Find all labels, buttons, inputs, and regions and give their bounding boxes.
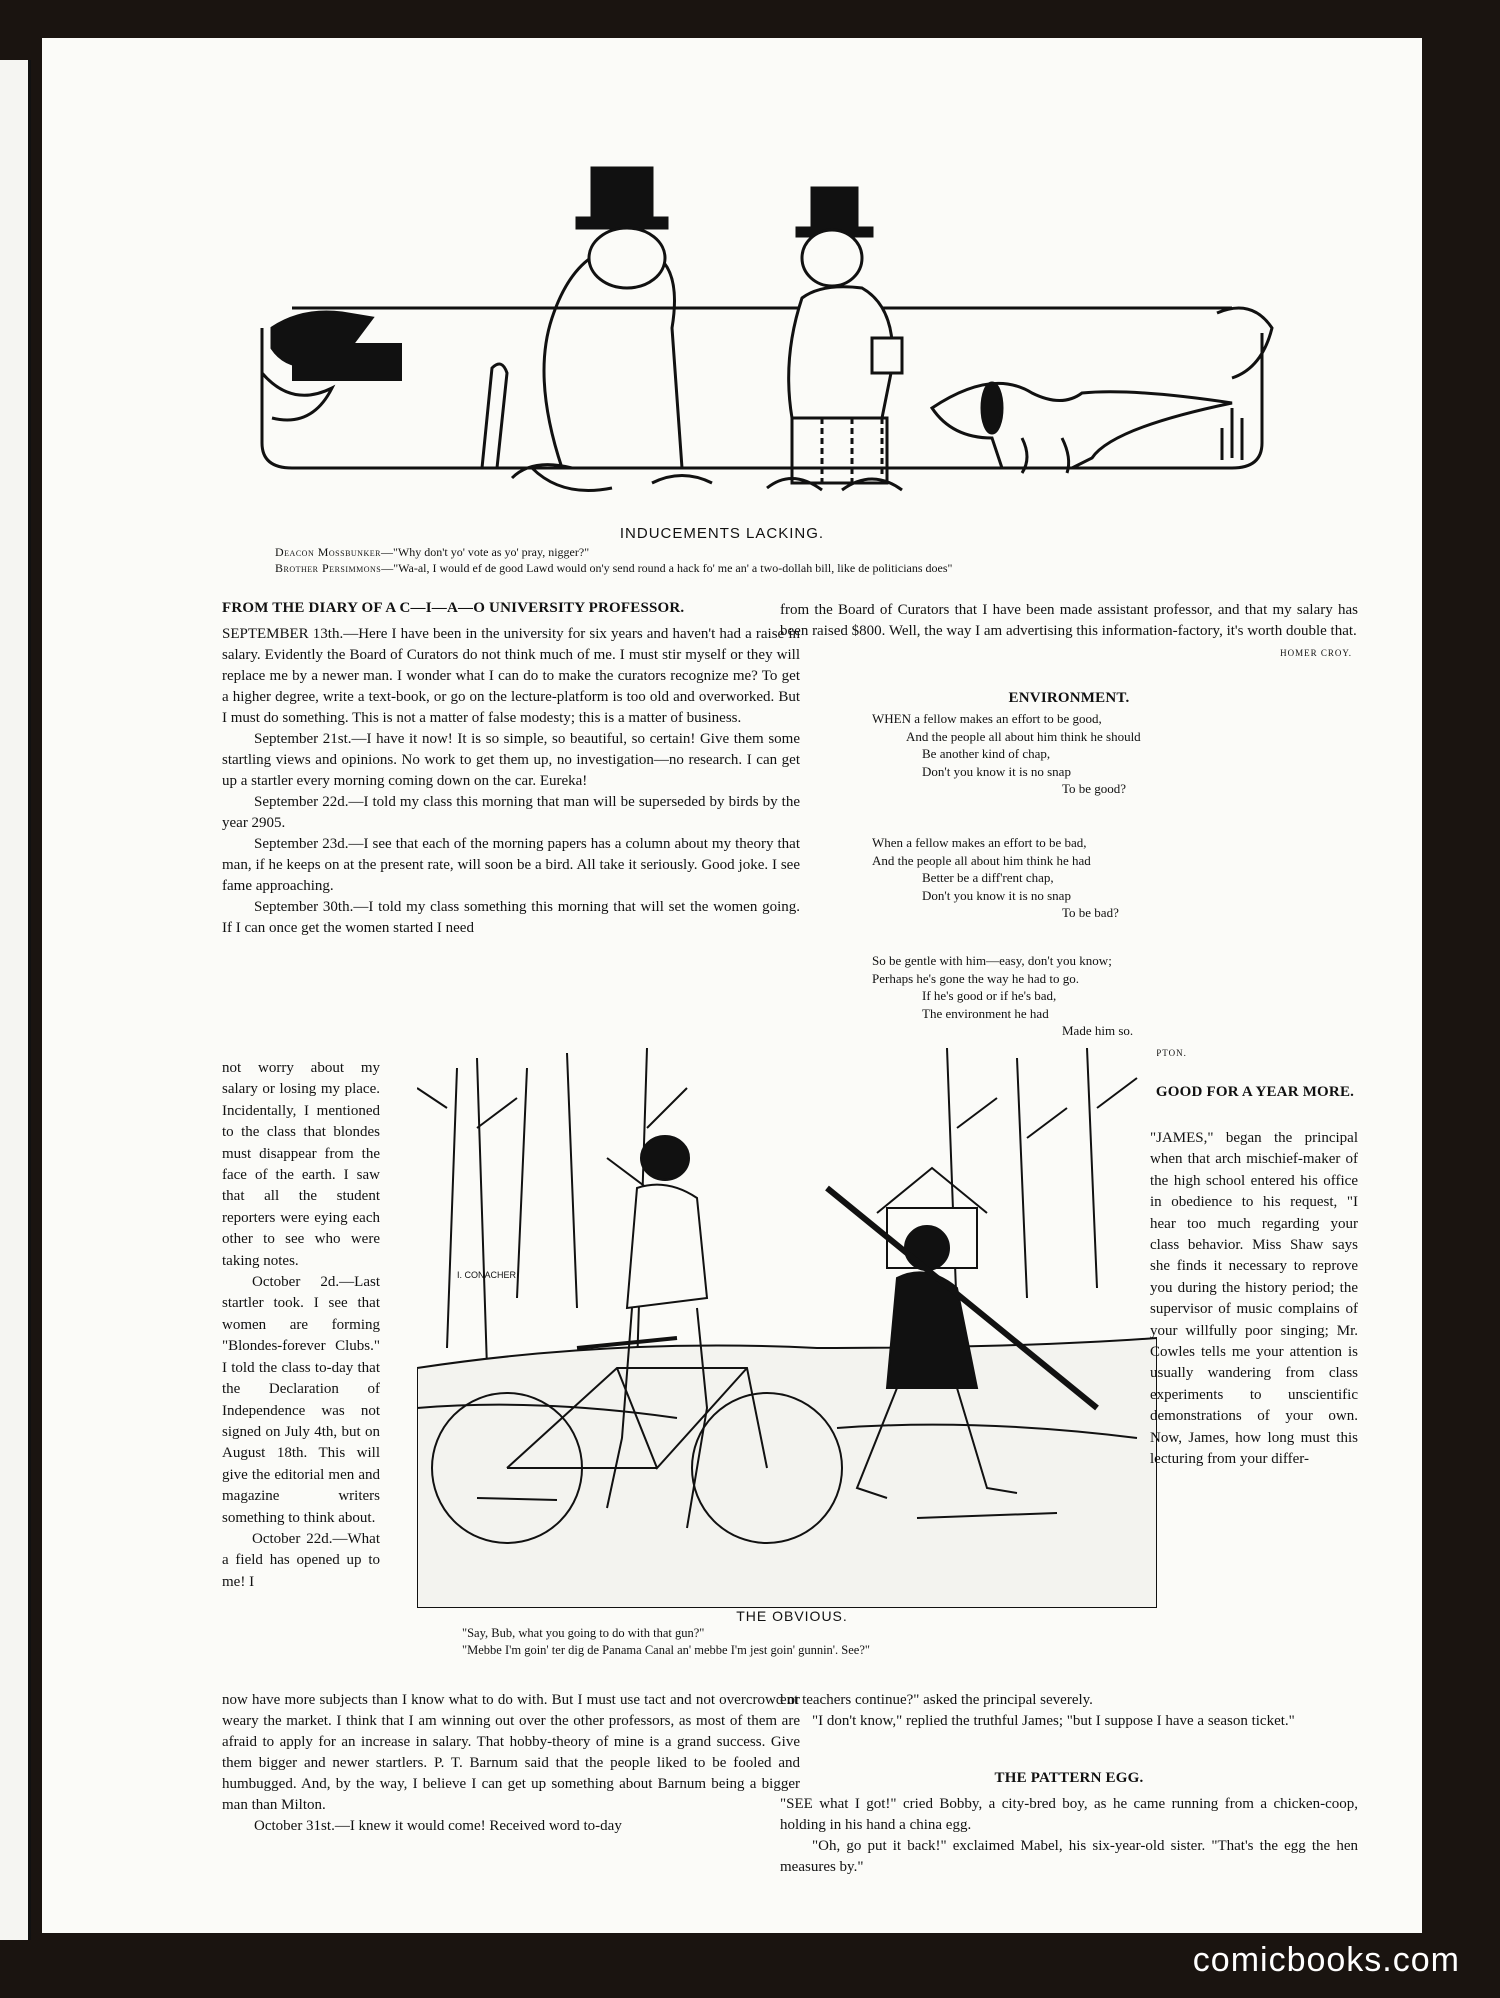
- diary-paragraph: October 2d.—Last startler took. I see that women are forming "Blondes-forever Clubs." I told the class to-day that the Declaration of Independence was not signed on July 4th, but on August 18th. This will give the editorial men and magazine writers something to think about.: [222, 1274, 380, 1526]
- cartoon-title: INDUCEMENTS LACKING.: [619, 525, 825, 542]
- cartoon-dialogue-line-2: [275, 561, 1385, 576]
- poem-line: Perhaps he's gone the way he had to go.: [872, 970, 1080, 986]
- speaker-name: Brother Persimmons: [275, 561, 382, 575]
- cartoon-dialogue-line-1: [275, 545, 1385, 560]
- diary-paragraph: October 31st.—I knew it would come! Received word to-day: [254, 1818, 622, 1834]
- good-for-a-year-heading: GOOD FOR A YEAR MORE.: [1155, 1084, 1355, 1100]
- inducements-lacking-illustration: [232, 138, 1342, 518]
- diary-paragraph: from the Board of Curators that I have been made assistant professor, and that my salary has been raised $800. Well, the way I am advertising this information-factory, it's worth double that.: [780, 602, 1358, 639]
- poem-line: Be another kind of chap,: [922, 746, 1051, 761]
- diary-column-top: [222, 624, 800, 939]
- environment-stanza-3: [872, 952, 1292, 1040]
- poem-line: Better be a diff'rent chap,: [922, 870, 1054, 885]
- site-watermark: comicbooks.com: [1192, 1941, 1460, 1979]
- poem-line: When a fellow makes an effort to be bad,: [872, 835, 1087, 850]
- pattern-egg-heading: THE PATTERN EGG.: [994, 1770, 1144, 1786]
- diary-paragraph: September 30th.—I told my class something this morning that will set the women going. If I can once get the women started I need: [222, 899, 800, 936]
- magazine-page: [42, 38, 1422, 1933]
- poem-line: WHEN a fellow makes an effort to be good,: [872, 711, 1102, 726]
- obvious-dialogue-2: "Mebbe I'm goin' ter dig de Panama Canal an' mebbe I'm jest goin' gunnin'. See?": [462, 1643, 870, 1657]
- story-paragraph: "I don't know," replied the truthful James; "but I suppose I have a season ticket.": [812, 1713, 1295, 1729]
- poem-line: And the people all about him think he had: [872, 852, 1091, 868]
- adjacent-page-edge: [0, 60, 31, 1940]
- diary-paragraph: October 22d.—What a field has opened up to me! I: [222, 1530, 380, 1590]
- diary-paragraph: SEPTEMBER 13th.—Here I have been in the university for six years and haven't had a raise in salary. Evidently the Board of Curators do not think much of me. I must stir myself or they will replace me by a newer man. I wonder what I can do to make the curators recognize me? To get a higher degree, write a text-book, or go on the lecture-platform is too old and overworked. But I must do something. This is not a matter of false modesty; this is a matter of business.: [222, 626, 800, 726]
- artist-signature: I. CONACHER: [457, 1270, 517, 1280]
- poem-line: If he's good or if he's bad,: [922, 988, 1057, 1003]
- dialogue-text: —"Why don't yo' vote as yo' pray, nigger?": [380, 545, 590, 559]
- story-paragraph: ent teachers continue?" asked the principal severely.: [780, 1692, 1093, 1708]
- environment-stanza-2: [872, 834, 1292, 922]
- poem-line: So be gentle with him—easy, don't you know;: [872, 953, 1112, 968]
- obvious-dialogue-1: "Say, Bub, what you going to do with that gun?": [462, 1626, 705, 1640]
- poem-line: To be good?: [1062, 781, 1127, 796]
- environment-stanza-1: [872, 710, 1292, 798]
- dialogue-text: —"Wa-al, I would ef de good Lawd would on'y send round a hack fo' me an' a two-dollah bill, like de politicians does": [381, 561, 953, 575]
- poem-line: Don't you know it is no snap: [922, 887, 1071, 903]
- poem-line: And the people all about him think he should: [906, 728, 1141, 744]
- obvious-title: THE OBVIOUS.: [736, 1608, 848, 1624]
- story-paragraph: "JAMES," began the principal when that arch mischief-maker of the high school entered his office in obedience to his request, "I hear too much regarding your class behavior. Miss Shaw says she finds it necessary to reprove you during the history period; the supervisor of music complains of your willfully poor singing; Mr. Cowles tells me your attention is usually wandering from class experiments to unscientific demonstrations of your own. Now, James, how long must this lecturing from your differ-: [1150, 1130, 1358, 1468]
- diary-signature: HOMER CROY.: [1280, 648, 1352, 658]
- diary-paragraph: not worry about my salary or losing my place. Incidentally, I mentioned to the class that blondes must disappear from the face of the earth. I saw that all the student reporters were eying each other to see who were taking notes.: [222, 1060, 380, 1269]
- environment-heading: ENVIRONMENT.: [1008, 690, 1130, 706]
- speaker-name: Deacon Mossbunker: [275, 545, 381, 559]
- environment-signature: WILLIAM J. LAMPTON.: [1072, 1048, 1187, 1058]
- story-paragraph: "SEE what I got!" cried Bobby, a city-bred boy, as he came running from a chicken-coop, holding in his hand a china egg.: [780, 1796, 1358, 1833]
- good-for-a-year-wide: [780, 1690, 1358, 1732]
- the-obvious-illustration: [417, 1048, 1157, 1608]
- story-paragraph: "Oh, go put it back!" exclaimed Mabel, his six-year-old sister. "That's the egg the hen measures by.": [780, 1838, 1358, 1875]
- diary-column-bottom: [222, 1690, 800, 1837]
- diary-paragraph: September 22d.—I told my class this morning that man will be superseded by birds by the year 2905.: [222, 794, 800, 831]
- diary-heading: FROM THE DIARY OF A C—I—A—O UNIVERSITY PROFESSOR.: [222, 600, 685, 616]
- diary-paragraph: now have more subjects than I know what to do with. But I must use tact and not overcrowd or weary the market. I think that I am winning out over the other professors, as most of them are afraid to apply for an increase in salary. That hobby-theory of mine is a grand success. Give them bigger and newer startlers. P. T. Barnum said that the people liked to be fooled and humbugged. And, by the way, I believe I can get up something about Barnum being a bigger man than Milton.: [222, 1692, 800, 1813]
- diary-narrow-column: [222, 1058, 380, 1593]
- good-for-a-year-narrow: [1150, 1128, 1358, 1471]
- pattern-egg-body: [780, 1794, 1358, 1878]
- diary-continuation: [780, 600, 1358, 642]
- poem-line: Made him so.: [1062, 1023, 1134, 1038]
- poem-line: The environment he had: [922, 1005, 1049, 1021]
- poem-line: To be bad?: [1062, 905, 1119, 920]
- poem-line: Don't you know it is no snap: [922, 763, 1071, 779]
- diary-paragraph: September 21st.—I have it now! It is so simple, so beautiful, so certain! Give them some startling views and opinions. No work to get them up, no investigation—no research. I can get up a startler every morning coming down on the car. Eureka!: [222, 731, 800, 789]
- diary-paragraph: September 23d.—I see that each of the morning papers has a column about my theory that man, if he keeps on at the present rate, will soon be a bird. All take it seriously. Good joke. I see fame approaching.: [222, 836, 800, 894]
